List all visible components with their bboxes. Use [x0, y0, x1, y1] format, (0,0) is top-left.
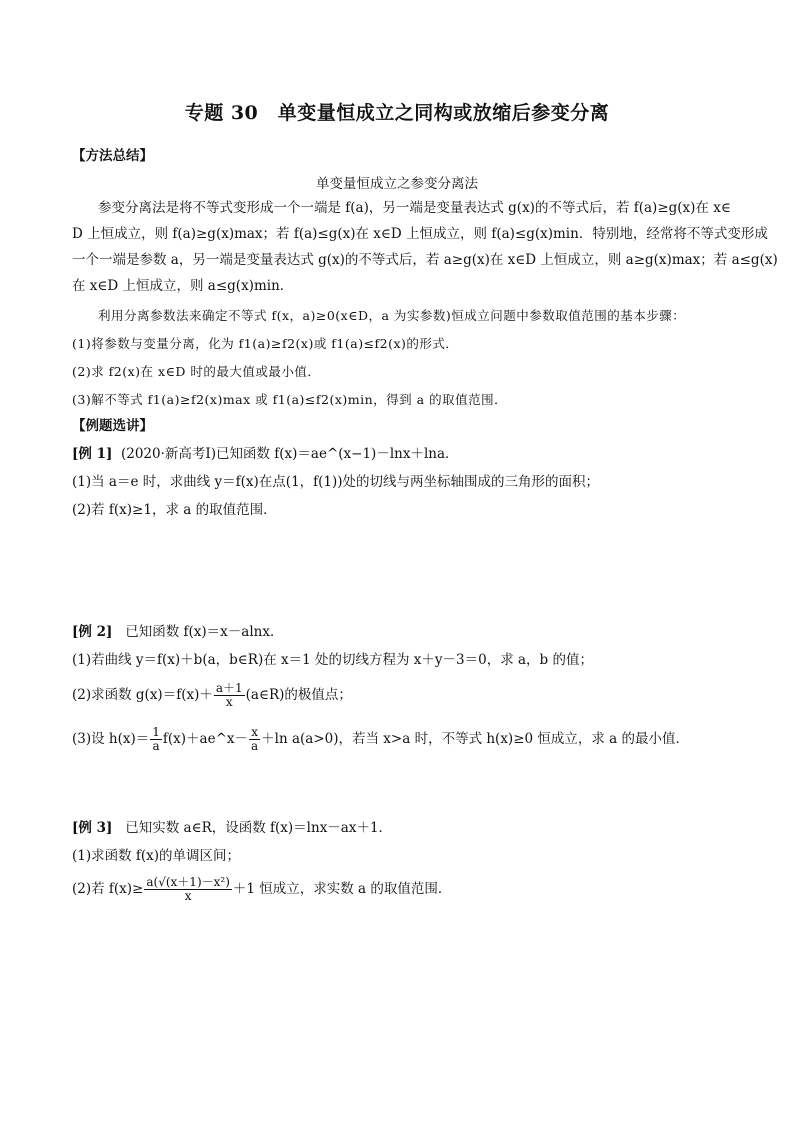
formula-text: ＋ln a(a>0)，若当 x>a 时，不等式 h(x)≥0 恒成立，求 a 的最小值． — [261, 731, 690, 747]
example-2-q3 — [72, 724, 732, 754]
fraction-denominator: x — [225, 695, 233, 709]
fraction-denominator: a — [152, 739, 160, 753]
example-label: [例 2] — [72, 624, 113, 640]
example-1-q2: (2)若 f(x)≥1，求 a 的取值范围． — [72, 502, 277, 518]
formula-text: (2)求函数 g(x)＝f(x)＋ — [72, 687, 213, 703]
example-1-q1: (1)当 a＝e 时，求曲线 y＝f(x)在点(1，f(1))处的切线与两坐标轴围成的三角形的面积； — [72, 474, 600, 490]
example-3-stem — [72, 818, 732, 838]
example-3-q2 — [72, 874, 732, 904]
fraction-denominator: a — [251, 739, 259, 753]
example-label: [例 1] — [72, 446, 113, 462]
fraction — [249, 726, 260, 753]
example-text: 已知实数 a∈R，设函数 f(x)＝lnx－ax＋1． — [125, 820, 393, 836]
step-item: (1)将参数与变量分离，化为 f1(a)≥f2(x)或 f1(a)≤f2(x)的形式． — [72, 336, 459, 351]
method-line: 在 x∈D 上恒成立，则 a≤g(x)min． — [72, 278, 294, 294]
formula-text: (2)若 f(x)≥ — [72, 881, 144, 897]
fraction — [214, 682, 245, 709]
example-2-stem — [72, 622, 732, 642]
example-2-q2 — [72, 680, 732, 710]
formula-text: (3)设 h(x)＝ — [72, 731, 150, 747]
method-line: 一个一端是参数 a，另一端是变量表达式 g(x)的不等式后，若 a≥g(x)在 x∈D 上恒成立，则 a≥g(x)max；若 a≤g(x) — [72, 252, 778, 268]
method-line: 参变分离法是将不等式变形成一个一端是 f(a)，另一端是变量表达式 g(x)的不等式后，若 f(a)≥g(x)在 x∈ — [98, 200, 731, 216]
example-1-stem — [72, 444, 732, 464]
fraction — [144, 876, 232, 903]
formula-text: (a∈R)的极值点； — [245, 687, 352, 703]
method-heading: 【方法总结】 — [72, 148, 153, 164]
fraction — [150, 726, 162, 753]
step-item: (3)解不等式 f1(a)≥f2(x)max 或 f1(a)≤f2(x)min，得到 a 的取值范围． — [72, 392, 508, 407]
example-text: 已知函数 f(x)＝x－alnx． — [125, 624, 284, 640]
method-line: D 上恒成立，则 f(a)≥g(x)max；若 f(a)≤g(x)在 x∈D 上恒成立，则 f(a)≤g(x)min．特别地，经常将不等式变形成 — [72, 226, 768, 242]
page-title: 专题 30 单变量恒成立之同构或放缩后参变分离 — [184, 102, 610, 124]
fraction-numerator: x — [249, 726, 260, 740]
fraction-numerator: 1 — [152, 725, 160, 739]
method-subtitle: 单变量恒成立之参变分离法 — [316, 176, 478, 192]
example-3-q1: (1)求函数 f(x)的单调区间； — [72, 848, 241, 864]
step-item: (2)求 f2(x)在 x∈D 时的最大值或最小值． — [72, 364, 321, 379]
example-label: [例 3] — [72, 820, 113, 836]
fraction-numerator: a＋1 — [215, 681, 243, 695]
fraction-numerator: a(√(x＋1)－x²) — [146, 875, 230, 889]
formula-text: f(x)＋ae^x－ — [162, 731, 249, 747]
example-2-q1: (1)若曲线 y＝f(x)＋b(a，b∈R)在 x＝1 处的切线方程为 x＋y－3＝0，求 a，b 的值； — [72, 652, 593, 668]
steps-intro: 利用分离参数法来确定不等式 f(x，a)≥0(x∈D，a 为实参数)恒成立问题中参数取值范围的基本步骤： — [98, 308, 686, 323]
examples-heading: 【例题选讲】 — [72, 418, 153, 434]
fraction-denominator: x — [184, 889, 192, 903]
formula-text: ＋1 恒成立，求实数 a 的取值范围． — [232, 881, 452, 897]
example-text: (2020·新高考Ⅰ)已知函数 f(x)＝ae^(x−1)－lnx＋lna． — [120, 446, 459, 462]
